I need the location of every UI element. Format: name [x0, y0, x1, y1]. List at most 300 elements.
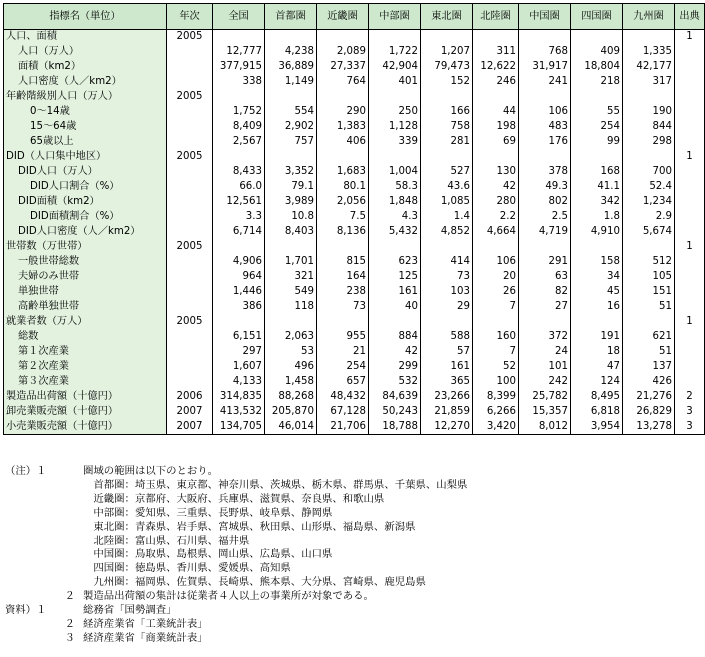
value-cell: 8,433: [213, 165, 265, 180]
value-cell: 168: [571, 165, 623, 180]
table-row: [4, 225, 705, 240]
value-cell: 955: [317, 330, 369, 345]
table-row: [4, 255, 705, 270]
indicator-name: DID人口（万人）: [4, 165, 167, 180]
note-text: 総務省「国勢調査」: [83, 604, 177, 617]
value-cell: 1.4: [421, 210, 473, 225]
value-cell: 342: [571, 195, 623, 210]
value-cell: 338: [213, 75, 265, 90]
year-cell: [167, 360, 213, 375]
value-cell: 1,446: [213, 285, 265, 300]
year-cell: [167, 345, 213, 360]
value-cell: 7.5: [317, 210, 369, 225]
indicator-name: 夫婦のみ世帯: [4, 270, 167, 285]
year-cell: [167, 330, 213, 345]
source-cell: 2: [675, 390, 705, 405]
note-text: 圏域の範囲は以下のとおり。: [83, 465, 219, 477]
value-cell: 298: [623, 135, 675, 150]
value-cell: 1,234: [623, 195, 675, 210]
value-cell: 26,829: [623, 405, 675, 420]
value-cell: 241: [519, 75, 571, 90]
value-cell: 3,954: [571, 420, 623, 435]
year-cell: 2005: [167, 315, 213, 330]
value-cell: 36,889: [265, 60, 317, 75]
value-cell: 250: [369, 105, 421, 120]
value-cell: 1,149: [265, 75, 317, 90]
value-cell: 527: [421, 165, 473, 180]
value-cell: 58.3: [369, 180, 421, 195]
value-cell: [213, 150, 265, 165]
value-cell: 280: [473, 195, 519, 210]
source-cell: [675, 285, 705, 300]
value-cell: 6,714: [213, 225, 265, 240]
source-cell: [675, 45, 705, 60]
value-cell: 34: [571, 270, 623, 285]
value-cell: 372: [519, 330, 571, 345]
value-cell: [213, 240, 265, 255]
value-cell: 1,683: [317, 165, 369, 180]
table-row: [4, 60, 705, 75]
table-row: [4, 135, 705, 150]
value-cell: 20: [473, 270, 519, 285]
value-cell: 40: [369, 300, 421, 315]
note-text: 九州圏：福岡県、佐賀県、長崎県、熊本県、大分県、宮崎県、鹿児島県: [83, 576, 426, 589]
note-text: 中部圏：愛知県、三重県、長野県、岐阜県、静岡県: [83, 506, 333, 519]
value-cell: 4,133: [213, 375, 265, 390]
value-cell: 176: [519, 135, 571, 150]
value-cell: [317, 240, 369, 255]
indicator-name: DID人口割合（%）: [4, 180, 167, 195]
indicator-name: 第１次産業: [4, 345, 167, 360]
value-cell: 758: [421, 120, 473, 135]
source-cell: [675, 210, 705, 225]
value-cell: [213, 315, 265, 330]
table-row: [4, 285, 705, 300]
value-cell: 4,906: [213, 255, 265, 270]
note-text: 中国圏：鳥取県、島根県、岡山県、広島県、山口県: [83, 548, 333, 561]
value-cell: 378: [519, 165, 571, 180]
value-cell: 768: [519, 45, 571, 60]
value-cell: 160: [473, 330, 519, 345]
indicator-name: 15～64歳: [4, 120, 167, 135]
indicator-name: DID面積割合（%）: [4, 210, 167, 225]
value-cell: 7: [473, 300, 519, 315]
note-line: [5, 507, 467, 521]
value-cell: 7: [473, 345, 519, 360]
value-cell: [571, 315, 623, 330]
value-cell: [369, 240, 421, 255]
value-cell: 190: [623, 105, 675, 120]
column-header: 首都圏: [265, 4, 317, 30]
value-cell: 12,622: [473, 60, 519, 75]
note-line: [5, 576, 467, 590]
column-header: 指標名（単位）: [4, 4, 167, 30]
column-header: 中国圏: [519, 4, 571, 30]
value-cell: [519, 30, 571, 45]
value-cell: [473, 315, 519, 330]
value-cell: 42,904: [369, 60, 421, 75]
source-cell: [675, 300, 705, 315]
value-cell: 657: [317, 375, 369, 390]
value-cell: 242: [519, 375, 571, 390]
table-row: [4, 405, 705, 420]
value-cell: 21,859: [421, 405, 473, 420]
value-cell: 51: [623, 300, 675, 315]
table-row: [4, 210, 705, 225]
value-cell: [571, 90, 623, 105]
indicator-name: 世帯数（万世帯）: [4, 240, 167, 255]
value-cell: 1,004: [369, 165, 421, 180]
value-cell: 26: [473, 285, 519, 300]
value-cell: 496: [265, 360, 317, 375]
value-cell: 4,719: [519, 225, 571, 240]
column-header: 出典: [675, 4, 705, 30]
note-lead: ２: [64, 590, 75, 603]
value-cell: [213, 30, 265, 45]
value-cell: 73: [317, 300, 369, 315]
indicator-name: 単独世帯: [4, 285, 167, 300]
value-cell: 46,014: [265, 420, 317, 435]
value-cell: 99: [571, 135, 623, 150]
indicator-name: 一般世帯総数: [4, 255, 167, 270]
source-cell: [675, 60, 705, 75]
value-cell: 103: [421, 285, 473, 300]
value-cell: 621: [623, 330, 675, 345]
column-header: 北陸圏: [473, 4, 519, 30]
value-cell: 623: [369, 255, 421, 270]
indicator-name: 総数: [4, 330, 167, 345]
indicator-name: 卸売業販売額（十億円）: [4, 405, 167, 420]
value-cell: [519, 90, 571, 105]
note-lead: ３: [64, 631, 75, 644]
value-cell: 82: [519, 285, 571, 300]
value-cell: 55: [571, 105, 623, 120]
value-cell: 1,128: [369, 120, 421, 135]
value-cell: 2.5: [519, 210, 571, 225]
value-cell: 4,910: [571, 225, 623, 240]
source-cell: [675, 225, 705, 240]
value-cell: 79,473: [421, 60, 473, 75]
value-cell: [519, 315, 571, 330]
table-row: [4, 390, 705, 405]
value-cell: 4,664: [473, 225, 519, 240]
value-cell: 4,238: [265, 45, 317, 60]
value-cell: [369, 150, 421, 165]
column-header: 全国: [213, 4, 265, 30]
value-cell: [473, 150, 519, 165]
value-cell: 21,706: [317, 420, 369, 435]
value-cell: 1,752: [213, 105, 265, 120]
value-cell: 57: [421, 345, 473, 360]
column-header: 近畿圏: [317, 4, 369, 30]
value-cell: 426: [623, 375, 675, 390]
value-cell: [519, 150, 571, 165]
value-cell: 3,989: [265, 195, 317, 210]
value-cell: 964: [213, 270, 265, 285]
note-text: 製造品出荷額の集計は従業者４人以上の事業所が対象である。: [83, 590, 374, 603]
value-cell: 18,804: [571, 60, 623, 75]
value-cell: [265, 315, 317, 330]
value-cell: [473, 240, 519, 255]
value-cell: [317, 315, 369, 330]
value-cell: [473, 30, 519, 45]
value-cell: 815: [317, 255, 369, 270]
indicator-name: DID（人口集中地区）: [4, 150, 167, 165]
indicator-name: 第２次産業: [4, 360, 167, 375]
value-cell: [421, 315, 473, 330]
indicator-name: 高齢単独世帯: [4, 300, 167, 315]
value-cell: 8,136: [317, 225, 369, 240]
value-cell: 2,089: [317, 45, 369, 60]
source-cell: [675, 120, 705, 135]
value-cell: 134,705: [213, 420, 265, 435]
indicator-name: 年齢階級別人口（万人）: [4, 90, 167, 105]
year-cell: [167, 270, 213, 285]
year-cell: 2007: [167, 405, 213, 420]
value-cell: 8,399: [473, 390, 519, 405]
value-cell: 414: [421, 255, 473, 270]
value-cell: [317, 150, 369, 165]
note-text: 経済産業省「商業統計表」: [83, 631, 208, 644]
indicator-name: DID人口密度（人／km2）: [4, 225, 167, 240]
note-line: [5, 479, 467, 493]
source-cell: [675, 90, 705, 105]
table-row: [4, 315, 705, 330]
value-cell: 339: [369, 135, 421, 150]
note-line: [5, 548, 467, 562]
value-cell: 29: [421, 300, 473, 315]
table-row: [4, 75, 705, 90]
note-text: 四国圏：徳島県、香川県、愛媛県、高知県: [83, 562, 291, 575]
value-cell: 12,561: [213, 195, 265, 210]
value-cell: 43.6: [421, 180, 473, 195]
value-cell: 1,701: [265, 255, 317, 270]
value-cell: 161: [421, 360, 473, 375]
value-cell: 21,276: [623, 390, 675, 405]
value-cell: [265, 30, 317, 45]
value-cell: 161: [369, 285, 421, 300]
value-cell: 124: [571, 375, 623, 390]
source-cell: [675, 105, 705, 120]
value-cell: 549: [265, 285, 317, 300]
table-row: [4, 120, 705, 135]
indicator-name: 人口（万人）: [4, 45, 167, 60]
column-header: 東北圏: [421, 4, 473, 30]
table-row: [4, 270, 705, 285]
value-cell: 44: [473, 105, 519, 120]
note-line: [5, 604, 467, 618]
year-cell: [167, 210, 213, 225]
value-cell: 52.4: [623, 180, 675, 195]
value-cell: [571, 30, 623, 45]
indicator-name: 製造品出荷額（十億円）: [4, 390, 167, 405]
value-cell: 1.8: [571, 210, 623, 225]
value-cell: 23,266: [421, 390, 473, 405]
value-cell: 512: [623, 255, 675, 270]
value-cell: 218: [571, 75, 623, 90]
value-cell: 79.1: [265, 180, 317, 195]
value-cell: 321: [265, 270, 317, 285]
year-cell: [167, 195, 213, 210]
value-cell: 386: [213, 300, 265, 315]
year-cell: [167, 120, 213, 135]
table-row: [4, 330, 705, 345]
value-cell: 1,607: [213, 360, 265, 375]
source-cell: 1: [675, 150, 705, 165]
value-cell: [623, 240, 675, 255]
value-cell: 409: [571, 45, 623, 60]
source-cell: [675, 195, 705, 210]
value-cell: 6,266: [473, 405, 519, 420]
year-cell: [167, 255, 213, 270]
value-cell: 31,917: [519, 60, 571, 75]
value-cell: 137: [623, 360, 675, 375]
value-cell: 125: [369, 270, 421, 285]
note-line: [5, 632, 467, 646]
value-cell: 16: [571, 300, 623, 315]
source-cell: [675, 255, 705, 270]
value-cell: 1,335: [623, 45, 675, 60]
value-cell: 1,207: [421, 45, 473, 60]
value-cell: 377,915: [213, 60, 265, 75]
year-cell: 2005: [167, 240, 213, 255]
footnotes: [5, 465, 467, 646]
value-cell: 317: [623, 75, 675, 90]
value-cell: 5,432: [369, 225, 421, 240]
value-cell: 554: [265, 105, 317, 120]
value-cell: 6,818: [571, 405, 623, 420]
value-cell: 105: [623, 270, 675, 285]
value-cell: 50,243: [369, 405, 421, 420]
value-cell: 100: [473, 375, 519, 390]
value-cell: 4.3: [369, 210, 421, 225]
value-cell: [421, 150, 473, 165]
value-cell: 41.1: [571, 180, 623, 195]
indicator-name: 面積（km2）: [4, 60, 167, 75]
column-header: 中部圏: [369, 4, 421, 30]
value-cell: [623, 315, 675, 330]
table-row: [4, 195, 705, 210]
value-cell: 25,782: [519, 390, 571, 405]
value-cell: 297: [213, 345, 265, 360]
value-cell: 63: [519, 270, 571, 285]
value-cell: 88,268: [265, 390, 317, 405]
column-header: 年次: [167, 4, 213, 30]
table-body: [4, 30, 705, 435]
value-cell: 69: [473, 135, 519, 150]
value-cell: 3,420: [473, 420, 519, 435]
value-cell: [213, 90, 265, 105]
value-cell: 8,012: [519, 420, 571, 435]
value-cell: 73: [421, 270, 473, 285]
value-cell: [369, 30, 421, 45]
value-cell: 588: [421, 330, 473, 345]
value-cell: 118: [265, 300, 317, 315]
source-cell: 1: [675, 30, 705, 45]
year-cell: 2005: [167, 150, 213, 165]
value-cell: 42: [473, 180, 519, 195]
value-cell: 151: [623, 285, 675, 300]
note-line: [5, 590, 467, 604]
source-cell: [675, 345, 705, 360]
value-cell: 406: [317, 135, 369, 150]
source-cell: 1: [675, 240, 705, 255]
value-cell: 67,128: [317, 405, 369, 420]
value-cell: 51: [623, 345, 675, 360]
statistics-table: [3, 3, 705, 435]
value-cell: 238: [317, 285, 369, 300]
value-cell: 10.8: [265, 210, 317, 225]
value-cell: 2.2: [473, 210, 519, 225]
table-row: [4, 360, 705, 375]
note-text: 近畿圏：京都府、大阪府、兵庫県、滋賀県、奈良県、和歌山県: [83, 492, 385, 505]
year-cell: 2006: [167, 390, 213, 405]
value-cell: 1,383: [317, 120, 369, 135]
value-cell: 254: [317, 360, 369, 375]
value-cell: 291: [519, 255, 571, 270]
value-cell: 2,902: [265, 120, 317, 135]
year-cell: [167, 60, 213, 75]
value-cell: 164: [317, 270, 369, 285]
value-cell: 21: [317, 345, 369, 360]
source-cell: 3: [675, 420, 705, 435]
year-cell: [167, 180, 213, 195]
value-cell: 844: [623, 120, 675, 135]
note-line: [5, 493, 467, 507]
indicator-name: 人口密度（人／km2）: [4, 75, 167, 90]
value-cell: 13,278: [623, 420, 675, 435]
value-cell: 18,788: [369, 420, 421, 435]
value-cell: [421, 30, 473, 45]
note-lead: （注）１: [5, 465, 47, 477]
table-row: [4, 180, 705, 195]
value-cell: 281: [421, 135, 473, 150]
value-cell: 12,270: [421, 420, 473, 435]
indicator-name: 0～14歳: [4, 105, 167, 120]
note-line: [5, 618, 467, 632]
source-cell: [675, 375, 705, 390]
value-cell: 130: [473, 165, 519, 180]
value-cell: [571, 240, 623, 255]
value-cell: 4,852: [421, 225, 473, 240]
value-cell: 757: [265, 135, 317, 150]
value-cell: 6,151: [213, 330, 265, 345]
column-header: 九州圏: [623, 4, 675, 30]
note-text: 北陸圏：富山県、石川県、福井県: [83, 534, 250, 547]
value-cell: [623, 30, 675, 45]
value-cell: 158: [571, 255, 623, 270]
value-cell: 1,085: [421, 195, 473, 210]
value-cell: 1,848: [369, 195, 421, 210]
table-row: [4, 90, 705, 105]
value-cell: 106: [473, 255, 519, 270]
value-cell: 52: [473, 360, 519, 375]
note-lead: 資料）１: [5, 604, 47, 617]
value-cell: 53: [265, 345, 317, 360]
value-cell: 700: [623, 165, 675, 180]
value-cell: 18: [571, 345, 623, 360]
value-cell: 365: [421, 375, 473, 390]
value-cell: 401: [369, 75, 421, 90]
note-line: [5, 562, 467, 576]
value-cell: 3,352: [265, 165, 317, 180]
column-header: 四国圏: [571, 4, 623, 30]
value-cell: 413,532: [213, 405, 265, 420]
value-cell: 3.3: [213, 210, 265, 225]
source-cell: [675, 135, 705, 150]
value-cell: 106: [519, 105, 571, 120]
source-cell: [675, 180, 705, 195]
